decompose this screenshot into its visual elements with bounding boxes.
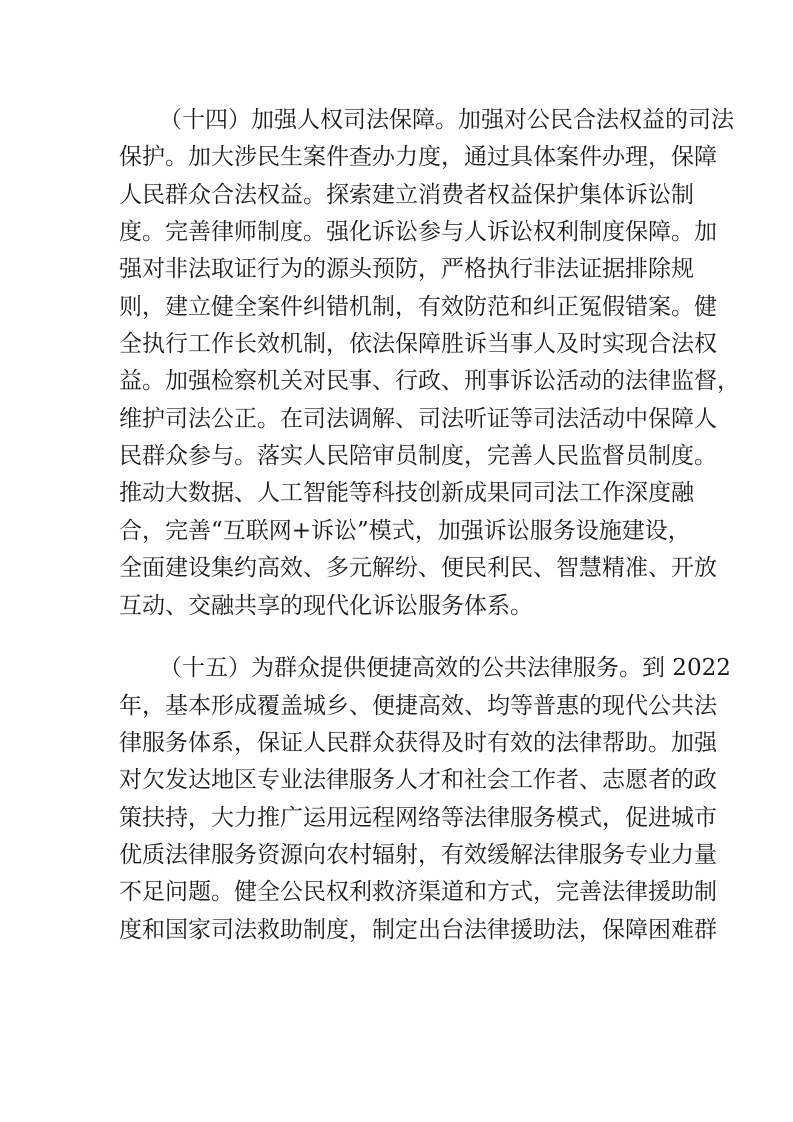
- paragraph-line: 全面建设集约高效、多元解纷、便民利民、智慧精准、开放: [119, 555, 717, 581]
- paragraph-line: 互动、交融共享的现代化诉讼服务体系。: [119, 593, 533, 619]
- paragraph-line: 益。加强检察机关对民事、行政、刑事诉讼活动的法律监督，: [119, 368, 740, 394]
- paragraph-line: 保护。加大涉民生案件查办力度，通过具体案件办理，保障: [119, 144, 717, 170]
- paragraph-line: 对欠发达地区专业法律服务人才和社会工作者、志愿者的政: [119, 767, 717, 793]
- paragraph-line: 强对非法取证行为的源头预防，严格执行非法证据排除规: [119, 256, 694, 282]
- paragraph-line: 则，建立健全案件纠错机制，有效防范和纠正冤假错案。健: [119, 294, 717, 320]
- paragraph-line: 推动大数据、人工智能等科技创新成果同司法工作深度融: [119, 480, 694, 506]
- paragraph-line: 民群众参与。落实人民陪审员制度，完善人民监督员制度。: [119, 443, 717, 469]
- paragraph-line: 不足问题。健全公民权利救济渠道和方式，完善法律援助制: [119, 879, 717, 905]
- paragraph-line: 全执行工作长效机制，依法保障胜诉当事人及时实现合法权: [119, 331, 717, 357]
- paragraph-line: 度。完善律师制度。强化诉讼参与人诉讼权利制度保障。加: [119, 219, 717, 245]
- paragraph-line: 维护司法公正。在司法调解、司法听证等司法活动中保障人: [119, 406, 717, 432]
- paragraph-line: 度和国家司法救助制度，制定出台法律援助法，保障困难群: [119, 917, 717, 943]
- paragraph-line: 策扶持，大力推广运用远程网络等法律服务模式，促进城市: [119, 805, 717, 831]
- paragraph-line: （十四）加强人权司法保障。加强对公民合法权益的司法: [159, 107, 734, 133]
- paragraph-line: 年，基本形成覆盖城乡、便捷高效、均等普惠的现代公共法: [119, 693, 717, 719]
- paragraph-line: （十五）为群众提供便捷高效的公共法律服务。到 2022: [159, 655, 731, 681]
- paragraph-line: 优质法律服务资源向农村辐射，有效缓解法律服务专业力量: [119, 842, 717, 868]
- paragraph-line: 律服务体系，保证人民群众获得及时有效的法律帮助。加强: [119, 730, 717, 756]
- paragraph-line: 合，完善“互联网+诉讼”模式，加强诉讼服务设施建设，: [119, 518, 691, 544]
- paragraph-line: 人民群众合法权益。探索建立消费者权益保护集体诉讼制: [119, 182, 694, 208]
